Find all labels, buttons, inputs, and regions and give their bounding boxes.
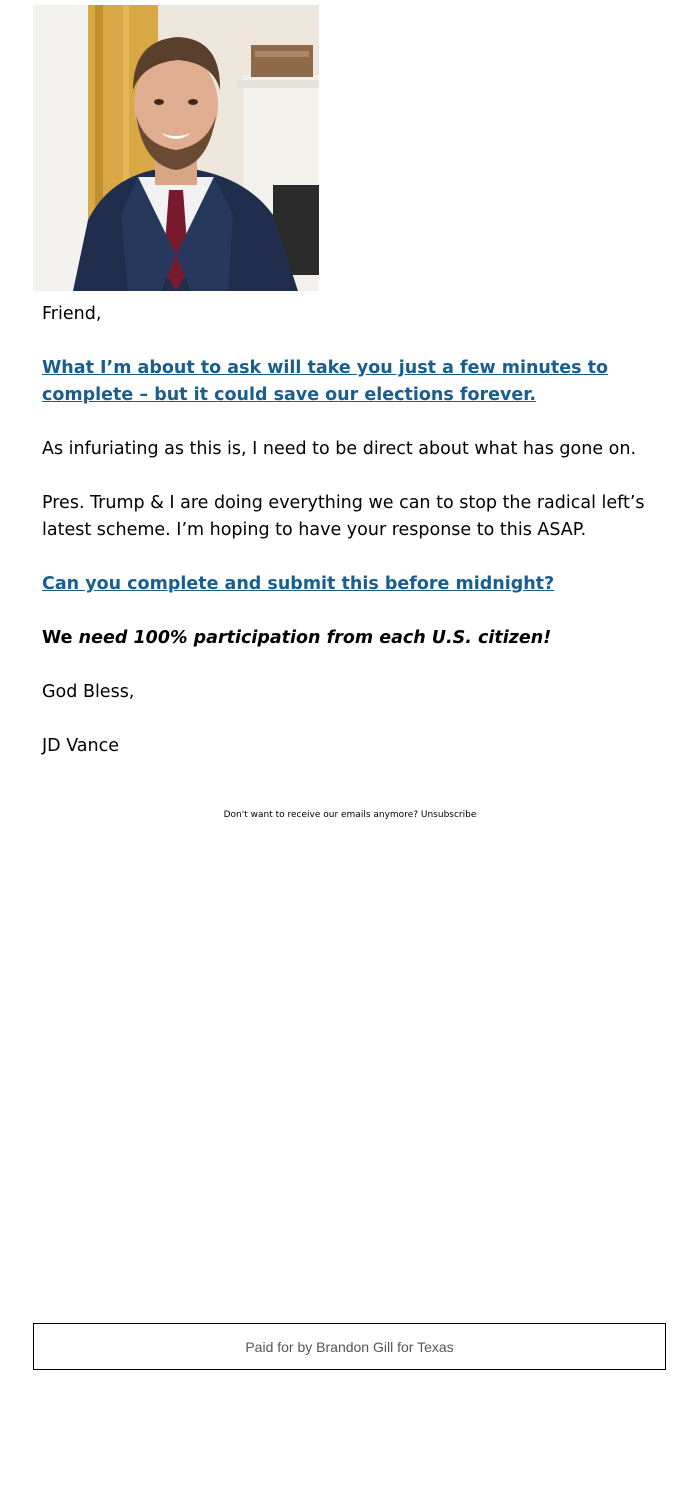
paid-for-disclaimer: Paid for by Brandon Gill for Texas (245, 1338, 454, 1355)
signature: JD Vance (42, 736, 120, 756)
unsubscribe-line (0, 808, 700, 822)
signoff: God Bless, (42, 682, 135, 702)
paid-for-disclaimer-box (33, 1323, 666, 1370)
cta-link-paragraph (42, 571, 662, 598)
participation-statement (42, 625, 662, 652)
unsubscribe-link[interactable]: Unsubscribe (420, 810, 477, 820)
headline-link-paragraph (42, 355, 662, 409)
unsubscribe-prompt: Don't want to receive our emails anymore? (223, 810, 419, 820)
portrait-photo (33, 5, 319, 291)
paragraph-scheme: Pres. Trump & I are doing everything we can to stop the radical left’s latest scheme. I’m hoping to have your response to this ASAP. (42, 493, 645, 540)
cta-link[interactable]: Can you complete and submit this before midnight? (42, 574, 555, 594)
greeting: Friend, (42, 304, 102, 324)
emphasis-rest: need 100% participation from each U.S. citizen! (72, 628, 552, 648)
emphasis-lead: We (42, 628, 73, 648)
headline-link[interactable]: What I’m about to ask will take you just a few minutes to complete – but it could save our elections forever. (42, 358, 609, 405)
paragraph-infuriating: As infuriating as this is, I need to be direct about what has gone on. (42, 439, 637, 459)
